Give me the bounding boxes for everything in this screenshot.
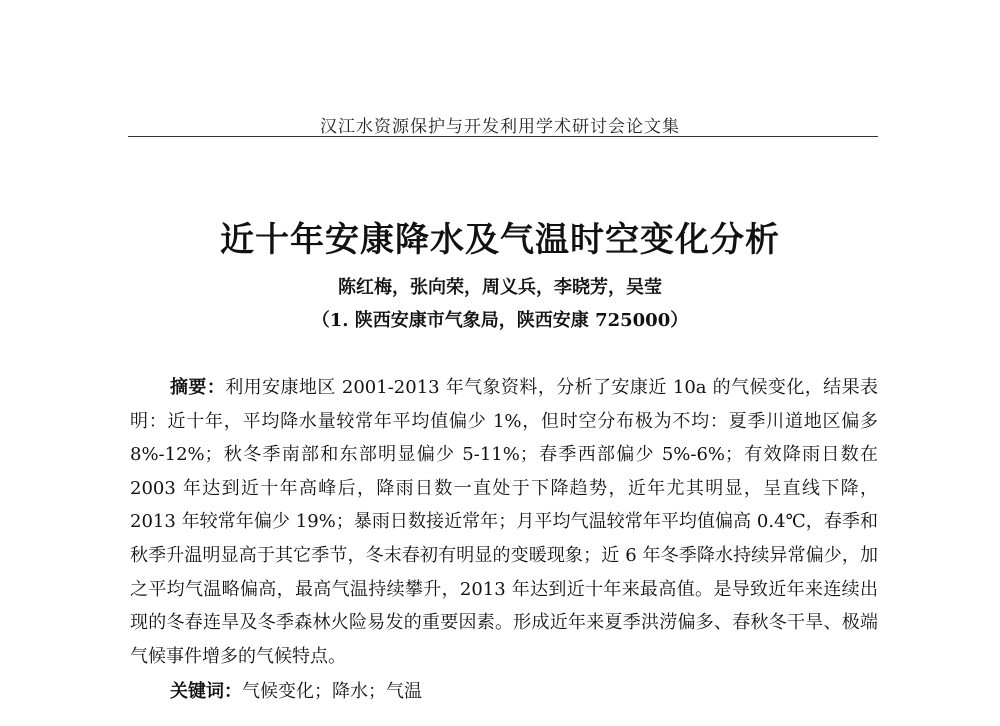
header-rule [128,136,878,137]
abstract-text: 利用安康地区 2001-2013 年气象资料，分析了安康近 10a 的气候变化，结果表明：近十年，平均降水量较常年平均值偏少 1%，但时空分布极为不均：夏季川道地区偏多 8%-12%；秋冬季南部和东部明显偏少 5-11%；春季西部偏少 5%-6%；有效降雨日数在 2003 年达到近十年高峰后，降雨日数一直处于下降趋势，近年尤其明显，呈直线下降， 2013 年较常年偏少 19%；暴雨日数接近常年；月平均气温较常年平均值偏高 0.4℃，春季和秋季升温明显高于其它季节，冬末春初有明显的变暖现象；近 6 年冬季降水持续异常偏少，加之平均气温略偏高，最高气温持续攀升，2013 年达到近十年来最高值。是导致近年来连续出现的冬春连旱及冬季森林火险易发的重要因素。形成近年来夏季洪涝偏多、春秋冬干旱、极端气候事件增多的气候特点。 [130,377,878,667]
paper-title: 近十年安康降水及气温时空变化分析 [220,220,780,260]
keywords-text: 气候变化；降水；气温 [242,681,422,702]
abstract-label: 摘要： [170,377,226,398]
keywords [170,677,422,703]
abstract [130,371,878,673]
paper-affiliation: （1. 陕西安康市气象局，陕西安康 725000） [311,310,689,331]
paper-authors: 陈红梅，张向荣，周义兵，李晓芳，吴莹 [338,277,662,298]
running-head: 汉江水资源保护与开发利用学术研讨会论文集 [320,117,680,137]
keywords-label: 关键词： [170,681,242,702]
